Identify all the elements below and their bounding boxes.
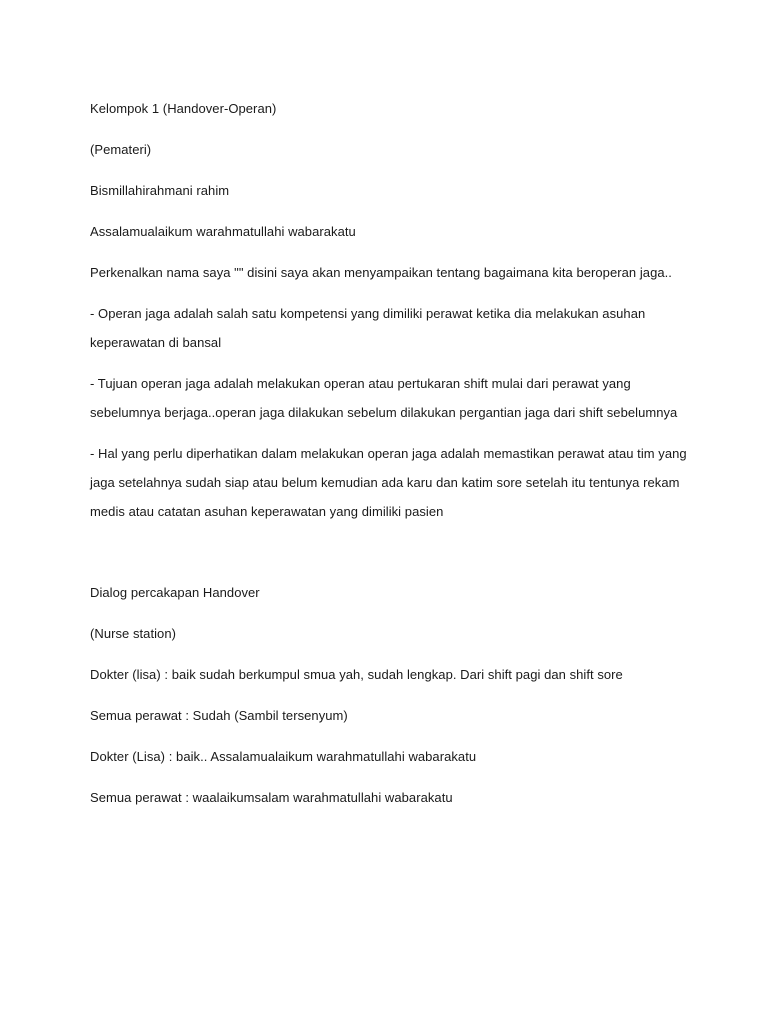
speaker-note: (Pemateri) <box>90 142 152 157</box>
opening-basmala: Bismillahirahmani rahim <box>90 183 230 198</box>
dialog-line: Semua perawat : Sudah (Sambil tersenyum) <box>90 708 348 723</box>
dialog-setting: (Nurse station) <box>90 626 176 641</box>
document-body <box>90 94 690 824</box>
section-spacer <box>90 538 690 578</box>
dialog-line: Dokter (lisa) : baik sudah berkumpul smua yah, sudah lengkap. Dari shift pagi dan shift sore <box>90 667 623 682</box>
dialog-line: Dokter (Lisa) : baik.. Assalamualaikum warahmatullahi wabarakatu <box>90 749 477 764</box>
opening-greeting: Assalamualaikum warahmatullahi wabarakatu <box>90 224 356 239</box>
document-title: Kelompok 1 (Handover-Operan) <box>90 101 277 116</box>
definition-paragraph: - Operan jaga adalah salah satu kompetensi yang dimiliki perawat ketika dia melakukan asuhan keperawatan di bansal <box>90 306 646 350</box>
introduction-paragraph: Perkenalkan nama saya "" disini saya akan menyampaikan tentang bagaimana kita beroperan jaga.. <box>90 265 672 280</box>
dialog-line: Semua perawat : waalaikumsalam warahmatullahi wabarakatu <box>90 790 453 805</box>
dialog-heading: Dialog percakapan Handover <box>90 585 260 600</box>
purpose-paragraph: - Tujuan operan jaga adalah melakukan operan atau pertukaran shift mulai dari perawat yang sebelumnya berjaga..operan jaga dilakukan sebelum dilakukan pergantian jaga dari shift sebelumnya <box>90 376 678 420</box>
considerations-paragraph: - Hal yang perlu diperhatikan dalam melakukan operan jaga adalah memastikan perawat atau tim yang jaga setelahnya sudah siap atau belum kemudian ada karu dan katim sore setelah itu tentunya rekam medis atau catatan asuhan keperawatan yang dimiliki pasien <box>90 446 687 519</box>
